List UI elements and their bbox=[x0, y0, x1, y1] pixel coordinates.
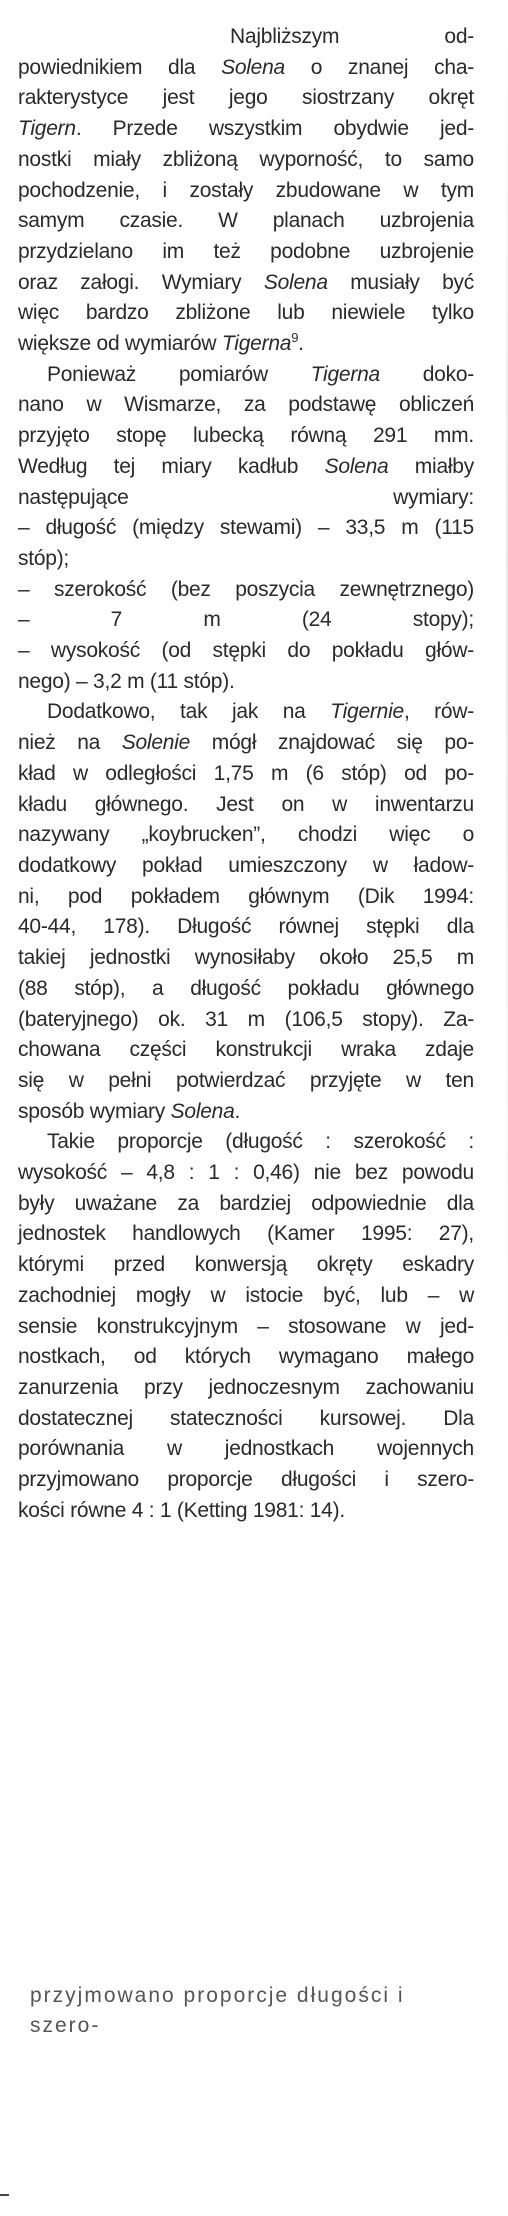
text-line: Według tej miary kadłub Solena miałby bbox=[18, 454, 474, 478]
text-line: przydzielano im też podobne uzbrojenie bbox=[18, 239, 474, 263]
text-line: nież na Solenie mógł znajdować się po- bbox=[18, 731, 474, 755]
text-line: takiej jednostki wynosiłaby około 25,5 m bbox=[18, 946, 474, 970]
text-line: kładu głównego. Jest on w inwentarzu bbox=[18, 792, 474, 816]
text-line: nano w Wismarze, za podstawę obliczeń bbox=[18, 393, 474, 417]
text-line: rakterystyce jest jego siostrzany okręt bbox=[18, 86, 474, 110]
text-line: porównania w jednostkach wojennych bbox=[18, 1437, 474, 1461]
text-line: powiednikiem dla Solena o znanej cha- bbox=[18, 55, 474, 79]
cropped-next-line bbox=[30, 1984, 450, 2037]
text-line: – szerokość (bez poszycia zewnętrznego) bbox=[18, 577, 474, 601]
text-line: Ponieważ pomiarów Tigerna doko- bbox=[47, 362, 474, 386]
text-line: przyjmowano proporcje długości i szero- bbox=[18, 1468, 474, 1492]
text-line: większe od wymiarów Tigerna$^9$. bbox=[18, 330, 304, 356]
text-line: nostki miały zbliżoną wyporność, to samo bbox=[18, 147, 474, 171]
text-line: samym czasie. W planach uzbrojenia bbox=[18, 209, 474, 233]
text-line: następujące wymiary: bbox=[18, 485, 474, 509]
text-line: się w pełni potwierdzać przyjęte w ten bbox=[18, 1068, 474, 1092]
text-line: kład w odległości 1,75 m (6 stóp) od po- bbox=[18, 761, 474, 785]
text-line: Najbliższym od- bbox=[230, 25, 474, 48]
text-line: nego) – 3,2 m (11 stóp). bbox=[18, 669, 235, 693]
cropped-line-text: przyjmowano proporcje długości i szero- bbox=[30, 1984, 405, 2037]
text-line: Takie proporcje (długość : szerokość : bbox=[47, 1130, 474, 1154]
text-line: wysokość – 4,8 : 1 : 0,46) nie bez powodu bbox=[18, 1161, 474, 1185]
text-line: – długość (między stewami) – 33,5 m (115 bbox=[18, 516, 474, 540]
text-line: chowana części konstrukcji wraka zdaje bbox=[18, 1038, 474, 1062]
text-line: oraz załogi. Wymiary Solena musiały być bbox=[18, 270, 474, 294]
text-line: przyjęto stopę lubecką równą 291 mm. bbox=[18, 424, 474, 448]
text-line: – wysokość (od stępki do pokładu głów- bbox=[18, 639, 474, 663]
text-line: zachodniej mogły w istocie być, lub – w bbox=[18, 1283, 474, 1307]
paragraph-1 bbox=[18, 22, 474, 360]
text-line: jednostek handlowych (Kamer 1995: 27), bbox=[18, 1222, 474, 1246]
text-line: nostkach, od których wymagano małego bbox=[18, 1345, 474, 1369]
text-line: Tigern. Przede wszystkim obydwie jed- bbox=[18, 117, 474, 141]
text-line: więc bardzo zbliżone lub niewiele tylko bbox=[18, 301, 474, 325]
text-line: sposób wymiary Solena. bbox=[18, 1099, 241, 1123]
paragraph-3 bbox=[18, 697, 474, 1127]
text-line: dodatkowy pokład umieszczony w ładow- bbox=[18, 853, 474, 877]
paragraph-4 bbox=[18, 1127, 474, 1526]
text-line: sensie konstrukcyjnym – stosowane w jed- bbox=[18, 1314, 474, 1338]
text-line: ni, pod pokładem głównym (Dik 1994: bbox=[18, 884, 474, 908]
text-line: kości równe 4 : 1 (Ketting 1981: 14). bbox=[18, 1498, 345, 1522]
text-line: pochodzenie, i zostały zbudowane w tym bbox=[18, 178, 474, 202]
text-line: 40-44, 178). Długość równej stępki dla bbox=[18, 915, 474, 939]
paragraph-2 bbox=[18, 360, 474, 698]
margin-tick-mark bbox=[0, 2194, 9, 2196]
text-line: – 7 m (24 stopy); bbox=[18, 608, 474, 632]
text-line: stóp); bbox=[18, 546, 70, 570]
text-column bbox=[18, 22, 474, 1526]
text-line: Dodatkowo, tak jak na Tigernie, rów- bbox=[47, 700, 475, 724]
text-line: (88 stóp), a długość pokładu głównego bbox=[18, 976, 474, 1000]
text-line: nazywany „koybrucken”, chodzi więc o bbox=[18, 823, 474, 847]
text-line: zanurzenia przy jednoczesnym zachowaniu bbox=[18, 1375, 474, 1399]
text-line: (bateryjnego) ok. 31 m (106,5 stopy). Za- bbox=[18, 1007, 474, 1031]
text-line: dostatecznej stateczności kursowej. Dla bbox=[18, 1406, 474, 1430]
text-line: były uważane za bardziej odpowiednie dla bbox=[18, 1191, 474, 1215]
text-line: którymi przed konwersją okręty eskadry bbox=[18, 1253, 474, 1277]
